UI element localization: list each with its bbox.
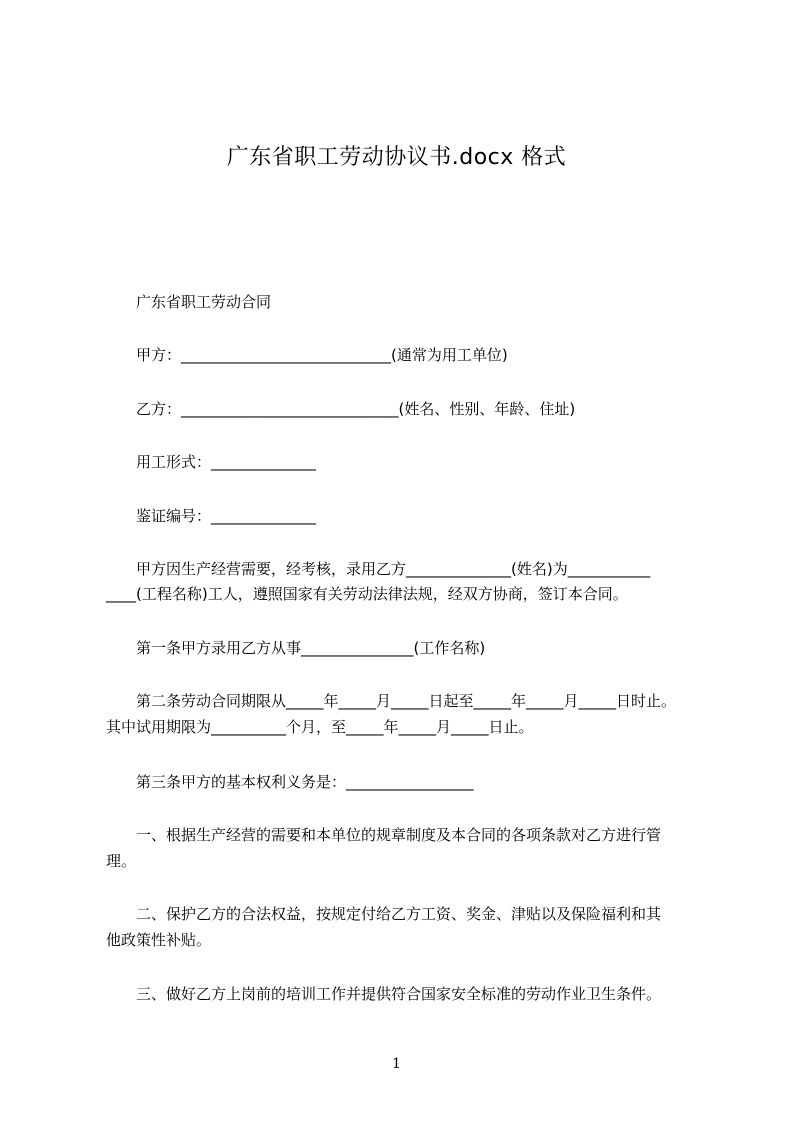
item-2-line2: 他政策性补贴。 [106, 931, 212, 949]
document-title: 广东省职工劳动协议书.docx 格式 [226, 145, 567, 170]
employment-form-line: 用工形式：______________ [136, 453, 317, 471]
article-2-line1: 第二条劳动合同期限从_____年_____月_____日起至_____年_____月_____日时止。 [136, 692, 677, 710]
item-2-line1: 二、保护乙方的合法权益，按规定付给乙方工资、奖金、津贴以及保险福利和其 [136, 905, 662, 923]
certification-number-line: 鉴证编号：______________ [136, 507, 317, 525]
article-3: 第三条甲方的基本权利义务是：_________________ [136, 773, 474, 791]
intro-paragraph-line2: ____(工程名称)工人，遵照国家有关劳动法律法规，经双方协商，签订本合同。 [106, 585, 628, 603]
page-number: 1 [392, 1056, 401, 1072]
intro-paragraph-line1: 甲方因生产经营需要，经考核，录用乙方______________(姓名)为___________ [136, 560, 651, 578]
party-a-line: 甲方：____________________________(通常为用工单位) [136, 346, 508, 364]
article-2-line2: 其中试用期限为__________个月，至_____年_____月_____日止。 [106, 718, 534, 736]
party-b-line: 乙方：_____________________________(姓名、性别、年龄、住址) [136, 400, 576, 418]
article-1: 第一条甲方录用乙方从事_______________(工作名称) [136, 639, 486, 657]
item-1-line2: 理。 [106, 852, 137, 870]
item-1-line1: 一、根据生产经营的需要和本单位的规章制度及本合同的各项条款对乙方进行管 [136, 826, 662, 844]
contract-heading: 广东省职工劳动合同 [136, 293, 272, 311]
item-3: 三、做好乙方上岗前的培训工作并提供符合国家安全标准的劳动作业卫生条件。 [136, 985, 662, 1003]
